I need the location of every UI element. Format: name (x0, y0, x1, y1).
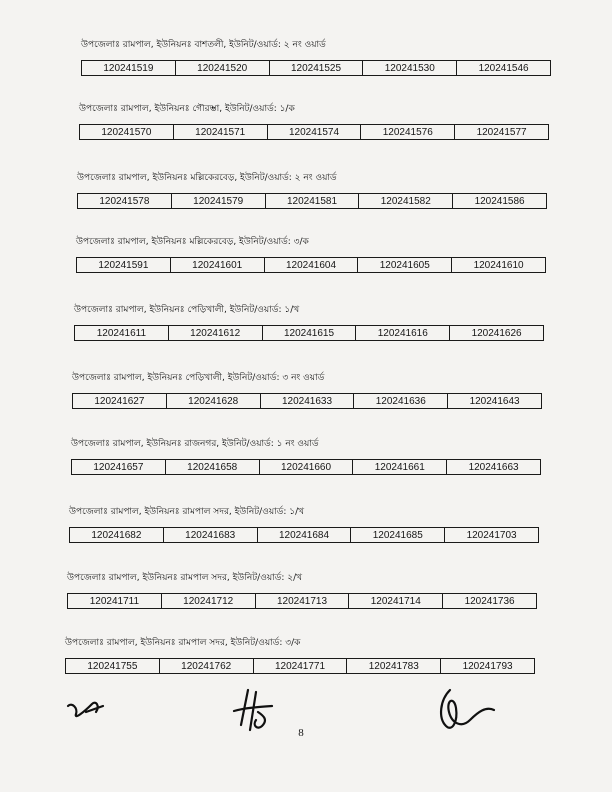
number-cell: 120241604 (264, 258, 358, 273)
number-cell: 120241663 (447, 460, 541, 475)
section-4 (76, 236, 546, 273)
number-cell: 120241571 (173, 125, 267, 140)
section-heading: উপজেলাঃ রামপাল, ইউনিয়নঃ মল্লিকেরবেড়, ইউনিট/ওয়ার্ড: ২ নং ওয়ার্ড (77, 173, 337, 183)
number-table (74, 325, 544, 341)
section-9 (67, 572, 537, 609)
section-heading: উপজেলাঃ রামপাল, ইউনিয়নঃ রামপাল সদর, ইউনিট/ওয়ার্ড: ২/খ (67, 573, 303, 583)
number-table (79, 124, 549, 140)
number-cell: 120241643 (448, 394, 542, 409)
number-cell: 120241525 (269, 61, 363, 76)
number-cell: 120241520 (175, 61, 269, 76)
number-cell: 120241612 (168, 326, 262, 341)
number-cell: 120241570 (80, 125, 174, 140)
number-cell: 120241616 (356, 326, 450, 341)
number-table (69, 527, 539, 543)
number-cell: 120241783 (347, 659, 441, 674)
number-cell: 120241712 (161, 594, 255, 609)
section-heading: উপজেলাঃ রামপাল, ইউনিয়নঃ মল্লিকেরবেড়, ইউনিট/ওয়ার্ড: ৩/ক (76, 237, 309, 247)
number-cell: 120241658 (165, 460, 259, 475)
number-cell: 120241762 (159, 659, 253, 674)
number-cell: 120241519 (82, 61, 176, 76)
number-cell: 120241683 (163, 528, 257, 543)
number-cell: 120241601 (170, 258, 264, 273)
signature-right (441, 690, 494, 728)
number-cell: 120241711 (68, 594, 162, 609)
section-7 (71, 438, 541, 475)
number-cell: 120241577 (455, 125, 549, 140)
number-table (71, 459, 541, 475)
number-table (67, 593, 537, 609)
page-number: 8 (298, 727, 304, 739)
number-cell: 120241714 (349, 594, 443, 609)
section-8 (69, 506, 539, 543)
number-cell: 120241684 (257, 528, 351, 543)
number-table (76, 257, 546, 273)
section-heading: উপজেলাঃ রামপাল, ইউনিয়নঃ রামপাল সদর, ইউনিট/ওয়ার্ড: ৩/ক (65, 638, 301, 648)
number-table (65, 658, 535, 674)
section-heading: উপজেলাঃ রামপাল, ইউনিয়নঃ বাশতলী, ইউনিট/ওয়ার্ড: ২ নং ওয়ার্ড (81, 40, 326, 50)
number-cell: 120241615 (262, 326, 356, 341)
section-3 (77, 172, 547, 209)
section-5 (74, 304, 544, 341)
number-cell: 120241627 (73, 394, 167, 409)
section-2 (79, 103, 549, 140)
number-cell: 120241591 (77, 258, 171, 273)
number-cell: 120241546 (457, 61, 551, 76)
number-cell: 120241755 (66, 659, 160, 674)
number-cell: 120241582 (359, 194, 453, 209)
section-heading: উপজেলাঃ রামপাল, ইউনিয়নঃ রামপাল সদর, ইউনিট/ওয়ার্ড: ১/খ (69, 507, 305, 517)
number-cell: 120241636 (354, 394, 448, 409)
number-cell: 120241682 (70, 528, 164, 543)
number-cell: 120241574 (267, 125, 361, 140)
number-table (77, 193, 547, 209)
signature-left (68, 703, 103, 716)
number-cell: 120241703 (445, 528, 539, 543)
number-cell: 120241685 (351, 528, 445, 543)
number-cell: 120241713 (255, 594, 349, 609)
signature-center (234, 690, 272, 730)
number-cell: 120241610 (452, 258, 546, 273)
number-cell: 120241626 (450, 326, 544, 341)
section-1 (81, 39, 551, 76)
number-cell: 120241628 (166, 394, 260, 409)
section-6 (72, 372, 542, 409)
number-cell: 120241657 (72, 460, 166, 475)
number-cell: 120241605 (358, 258, 452, 273)
number-cell: 120241581 (265, 194, 359, 209)
section-heading: উপজেলাঃ রামপাল, ইউনিয়নঃ পেড়িখালী, ইউনিট/ওয়ার্ড: ৩ নং ওয়ার্ড (72, 373, 325, 383)
number-cell: 120241611 (75, 326, 169, 341)
number-cell: 120241576 (361, 125, 455, 140)
section-10 (65, 637, 535, 674)
number-table (81, 60, 551, 76)
number-cell: 120241793 (441, 659, 535, 674)
number-cell: 120241771 (253, 659, 347, 674)
section-heading: উপজেলাঃ রামপাল, ইউনিয়নঃ পেড়িখালী, ইউনিট/ওয়ার্ড: ১/খ (74, 305, 300, 315)
section-heading: উপজেলাঃ রামপাল, ইউনিয়নঃ গৌরম্ভা, ইউনিট/ওয়ার্ড: ১/ক (79, 104, 295, 114)
number-cell: 120241586 (453, 194, 547, 209)
section-heading: উপজেলাঃ রামপাল, ইউনিয়নঃ রাজনগর, ইউনিট/ওয়ার্ড: ১ নং ওয়ার্ড (71, 439, 319, 449)
number-cell: 120241578 (78, 194, 172, 209)
number-cell: 120241660 (259, 460, 353, 475)
number-cell: 120241530 (363, 61, 457, 76)
number-cell: 120241736 (443, 594, 537, 609)
number-table (72, 393, 542, 409)
number-cell: 120241633 (260, 394, 354, 409)
number-cell: 120241579 (171, 194, 265, 209)
number-cell: 120241661 (353, 460, 447, 475)
